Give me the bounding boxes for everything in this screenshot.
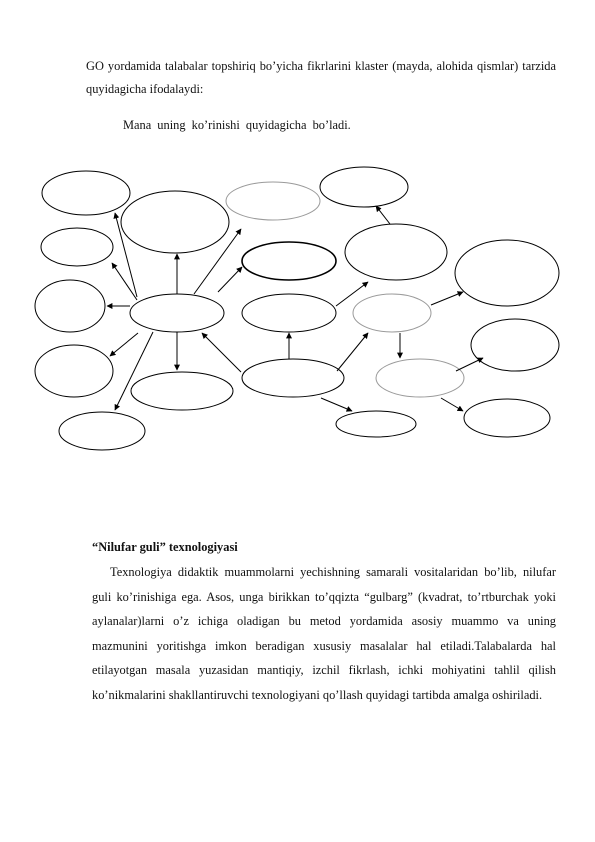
cluster-arrow [376,206,390,224]
cluster-node [35,280,105,332]
cluster-arrow [110,333,138,356]
cluster-arrow [336,282,368,306]
cluster-center-node [242,359,344,397]
cluster-arrow [218,267,242,292]
cluster-node [41,228,113,266]
cluster-node [131,372,233,410]
section-title: “Nilufar guli” texnologiyasi [92,540,238,554]
cluster-center-node [130,294,224,332]
cluster-arrow [456,358,483,371]
cluster-node [376,359,464,397]
cluster-node [121,191,229,253]
cluster-node [242,294,336,332]
cluster-node [471,319,559,371]
cluster-arrow [115,332,153,410]
cluster-arrow [441,398,463,411]
cluster-arrow [431,292,463,305]
cluster-node [226,182,320,220]
cluster-arrow [202,333,241,372]
intro-paragraph: GO yordamida talabalar topshiriq bo’yicha fikrlarini klaster (mayda, alohida qismlar) tarzida quyidagicha ifodalaydi: [86,59,556,96]
cluster-node [464,399,550,437]
cluster-arrow [337,333,368,371]
diagram-caption: Mana uning ko’rinishi quyidagicha bo’ladi. [123,118,351,132]
cluster-node [320,167,408,207]
cluster-node [353,294,431,332]
cluster-node [336,411,416,437]
cluster-arrow [194,229,241,294]
section-paragraph: Texnologiya didaktik muammolarni yechishning samarali vositalaridan bo’lib, nilufar guli ko’rinishiga ega. Asos, unga birikkan to’qqizta “gulbarg” (kvadrat, to’rtburchak yoki aylanalar)larni o’z ichiga oladigan bu metod yordamida asosiy muammo va uning mazmunini yoritishga imkon beradigan xususiy masalalar hal etiladi.Talabalarda hal etilayotgan masala yuzasidan mantiqiy, izchil fikrlash, ichki mohiyatini tahlil qilish ko’nikmalarini shakllantiruvchi texnologiyani qo’llash quyidagi tartibda amalga oshiriladi. [92,565,556,702]
cluster-node [35,345,113,397]
cluster-node [42,171,130,215]
cluster-node [59,412,145,450]
cluster-arrow [321,398,352,411]
cluster-node [345,224,447,280]
cluster-node [242,242,336,280]
cluster-node [455,240,559,306]
